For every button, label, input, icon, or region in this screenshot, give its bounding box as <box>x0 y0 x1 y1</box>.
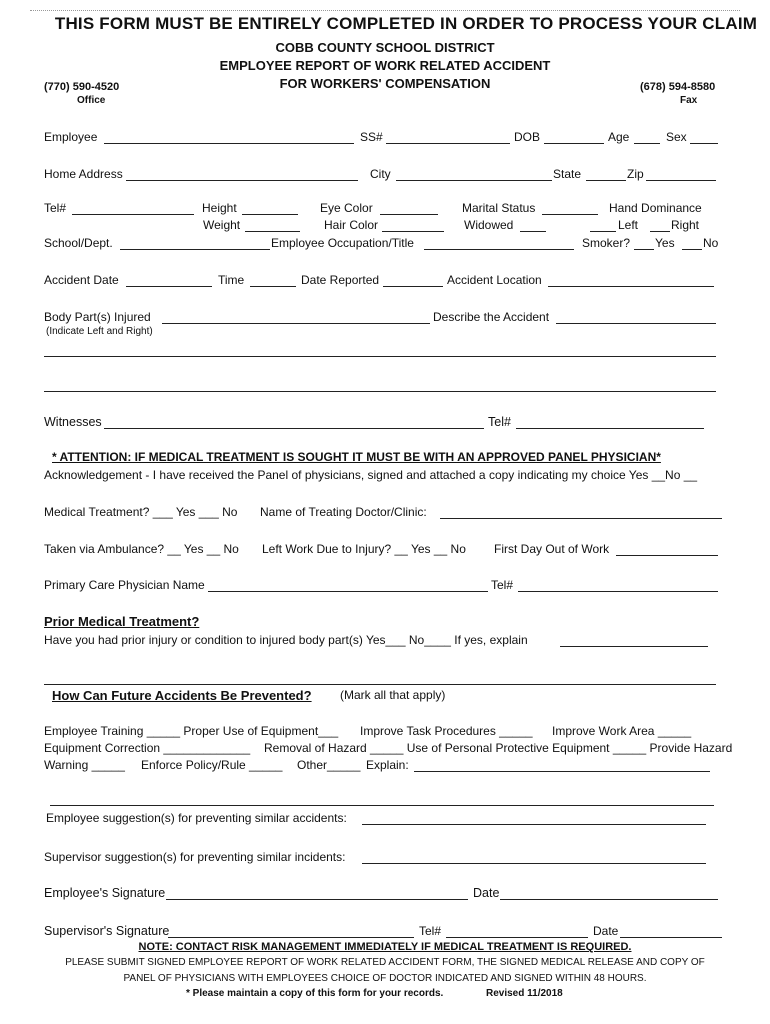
widowed-label: Widowed <box>464 218 514 232</box>
witnesses-field[interactable] <box>104 428 484 429</box>
sex-label: Sex <box>666 130 687 144</box>
weight-field[interactable] <box>245 231 300 232</box>
right-label: Right <box>671 218 700 232</box>
office-phone: (770) 590-4520 <box>44 81 120 93</box>
prior-injury-question: Have you had prior injury or condition to injured body part(s) Yes___ No____ If yes, explain <box>44 633 528 647</box>
state-field[interactable] <box>586 180 626 181</box>
accident-location-label: Accident Location <box>447 273 542 287</box>
prevention-note: (Mark all that apply) <box>340 688 446 702</box>
prevent-row3-a: Warning _____ <box>44 758 125 772</box>
tel-field[interactable] <box>72 214 194 215</box>
prevent-row3-b: Enforce Policy/Rule _____ <box>141 758 283 772</box>
keep-copy-note: * Please maintain a copy of this form for your records. <box>186 988 444 999</box>
accident-location-field[interactable] <box>548 286 714 287</box>
school-dept-label: School/Dept. <box>44 236 113 250</box>
body-parts-field[interactable] <box>162 323 430 324</box>
left-label: Left <box>618 218 639 232</box>
marital-status-field[interactable] <box>542 214 598 215</box>
supervisor-suggestion-field[interactable] <box>362 863 706 864</box>
prevent-row1-b: Improve Task Procedures _____ <box>360 724 533 738</box>
employee-field[interactable] <box>104 143 354 144</box>
medical-treatment-label: Medical Treatment? ___ Yes ___ No <box>44 505 238 519</box>
time-field[interactable] <box>250 286 296 287</box>
occupation-label: Employee Occupation/Title <box>271 236 414 250</box>
pcp-label: Primary Care Physician Name <box>44 578 205 592</box>
accident-date-field[interactable] <box>126 286 212 287</box>
eye-color-field[interactable] <box>380 214 438 215</box>
height-field[interactable] <box>242 214 298 215</box>
witnesses-label: Witnesses <box>44 415 102 429</box>
hair-color-field[interactable] <box>382 231 444 232</box>
office-label: Office <box>77 95 106 106</box>
age-field[interactable] <box>634 143 660 144</box>
smoker-yes-label: Yes <box>655 236 675 250</box>
body-parts-label: Body Part(s) Injured <box>44 310 151 324</box>
prevent-explain-label: Explain: <box>366 758 409 772</box>
prior-treatment-heading: Prior Medical Treatment? <box>44 614 200 629</box>
left-work-label: Left Work Due to Injury? __ Yes __ No <box>262 542 466 556</box>
hand-dominance-label: Hand Dominance <box>609 201 702 215</box>
prevent-row3-c: Other_____ <box>297 758 361 772</box>
prevent-explain-field[interactable] <box>414 771 710 772</box>
describe-label: Describe the Accident <box>433 310 550 324</box>
submit-instructions-2: PANEL OF PHYSICIANS WITH EMPLOYEES CHOICE OF DOCTOR INDICATED AND SIGNED WITHIN 48 HOURS. <box>123 973 647 984</box>
state-label: State <box>553 167 582 181</box>
treating-doctor-label: Name of Treating Doctor/Clinic: <box>260 505 427 519</box>
ss-label: SS# <box>360 130 383 144</box>
age-label: Age <box>608 130 630 144</box>
sex-field[interactable] <box>690 143 718 144</box>
pcp-field[interactable] <box>208 591 488 592</box>
home-address-label: Home Address <box>44 167 123 181</box>
zip-label: Zip <box>627 167 644 181</box>
form-banner: THIS FORM MUST BE ENTIRELY COMPLETED IN ORDER TO PROCESS YOUR CLAIM <box>54 14 758 33</box>
smoker-label: Smoker? <box>582 236 631 250</box>
first-day-out-field[interactable] <box>616 555 718 556</box>
prevent-row2-b: Removal of Hazard _____ Use of Personal Protective Equipment _____ Provide Hazard <box>264 741 733 755</box>
witness-tel-label: Tel# <box>488 415 511 429</box>
occupation-field[interactable] <box>424 249 574 250</box>
employee-signature-label: Employee's Signature <box>44 886 166 900</box>
date-reported-field[interactable] <box>383 286 443 287</box>
dob-label: DOB <box>514 130 541 144</box>
eye-color-label: Eye Color <box>320 201 373 215</box>
prevent-row1-c: Improve Work Area _____ <box>552 724 692 738</box>
prior-explain-field[interactable] <box>560 646 708 647</box>
employee-label: Employee <box>44 130 98 144</box>
employee-suggestion-field[interactable] <box>362 824 706 825</box>
accident-date-label: Accident Date <box>44 273 119 287</box>
prevent-row1-a: Employee Training _____ Proper Use of Equipment___ <box>44 724 339 738</box>
first-day-out-label: First Day Out of Work <box>494 542 610 556</box>
ambulance-label: Taken via Ambulance? __ Yes __ No <box>44 542 239 556</box>
tel-label: Tel# <box>44 201 67 215</box>
employee-signature-field[interactable] <box>166 899 468 900</box>
zip-field[interactable] <box>646 180 716 181</box>
supervisor-tel-field[interactable] <box>446 937 588 938</box>
pcp-tel-label: Tel# <box>491 578 514 592</box>
risk-management-note: NOTE: CONTACT RISK MANAGEMENT IMMEDIATELY IF MEDICAL TREATMENT IS REQUIRED. <box>138 941 632 953</box>
top-divider <box>30 10 740 11</box>
home-address-field[interactable] <box>126 180 358 181</box>
height-label: Height <box>202 201 237 215</box>
prior-explain-line-2[interactable] <box>44 684 716 685</box>
revision-date: Revised 11/2018 <box>486 988 563 999</box>
prevent-row2-a: Equipment Correction _____________ <box>44 741 251 755</box>
describe-field[interactable] <box>556 323 716 324</box>
employee-date-field[interactable] <box>500 899 718 900</box>
widowed-field[interactable] <box>520 231 546 232</box>
describe-line-2[interactable] <box>44 356 716 357</box>
org-name: COBB COUNTY SCHOOL DISTRICT <box>275 40 495 55</box>
hair-color-label: Hair Color <box>324 218 379 232</box>
right-hand-blank[interactable] <box>650 231 670 232</box>
employee-suggestion-label: Employee suggestion(s) for preventing similar accidents: <box>46 811 347 825</box>
fax-phone: (678) 594-8580 <box>640 81 716 93</box>
supervisor-signature-field[interactable] <box>168 937 414 938</box>
attention-notice: * ATTENTION: IF MEDICAL TREATMENT IS SOUGHT IT MUST BE WITH AN APPROVED PANEL PHYSICIAN* <box>52 450 661 464</box>
marital-status-label: Marital Status <box>462 201 536 215</box>
supervisor-date-field[interactable] <box>620 937 722 938</box>
supervisor-signature-label: Supervisor's Signature <box>44 924 170 938</box>
supervisor-tel-label: Tel# <box>419 924 442 938</box>
submit-instructions-1: PLEASE SUBMIT SIGNED EMPLOYEE REPORT OF WORK RELATED ACCIDENT FORM, THE SIGNED MEDICAL RELEASE AND COPY OF <box>65 957 705 968</box>
form-subtitle: FOR WORKERS' COMPENSATION <box>279 76 491 91</box>
smoker-no-label: No <box>703 236 719 250</box>
date-reported-label: Date Reported <box>301 273 380 287</box>
supervisor-date-label: Date <box>593 924 619 938</box>
ss-field[interactable] <box>386 143 510 144</box>
school-dept-field[interactable] <box>120 249 270 250</box>
describe-line-3[interactable] <box>44 391 716 392</box>
left-hand-blank[interactable] <box>590 231 616 232</box>
supervisor-suggestion-label: Supervisor suggestion(s) for preventing similar incidents: <box>44 850 346 864</box>
dob-field[interactable] <box>544 143 604 144</box>
treating-doctor-field[interactable] <box>440 518 722 519</box>
form-title: EMPLOYEE REPORT OF WORK RELATED ACCIDENT <box>219 58 551 73</box>
city-label: City <box>370 167 391 181</box>
prevent-explain-line-2[interactable] <box>50 805 714 806</box>
smoker-yes-blank[interactable] <box>634 249 654 250</box>
city-field[interactable] <box>396 180 552 181</box>
employee-date-label: Date <box>473 886 500 900</box>
smoker-no-blank[interactable] <box>682 249 702 250</box>
acknowledgement-text: Acknowledgement - I have received the Panel of physicians, signed and attached a copy indicating my choice Yes __No __ <box>44 468 698 482</box>
time-label: Time <box>218 273 245 287</box>
witness-tel-field[interactable] <box>516 428 704 429</box>
prevention-heading: How Can Future Accidents Be Prevented? <box>52 688 312 703</box>
pcp-tel-field[interactable] <box>518 591 718 592</box>
weight-label: Weight <box>203 218 241 232</box>
indicate-lr-note: (Indicate Left and Right) <box>46 326 153 337</box>
fax-label: Fax <box>680 95 698 106</box>
